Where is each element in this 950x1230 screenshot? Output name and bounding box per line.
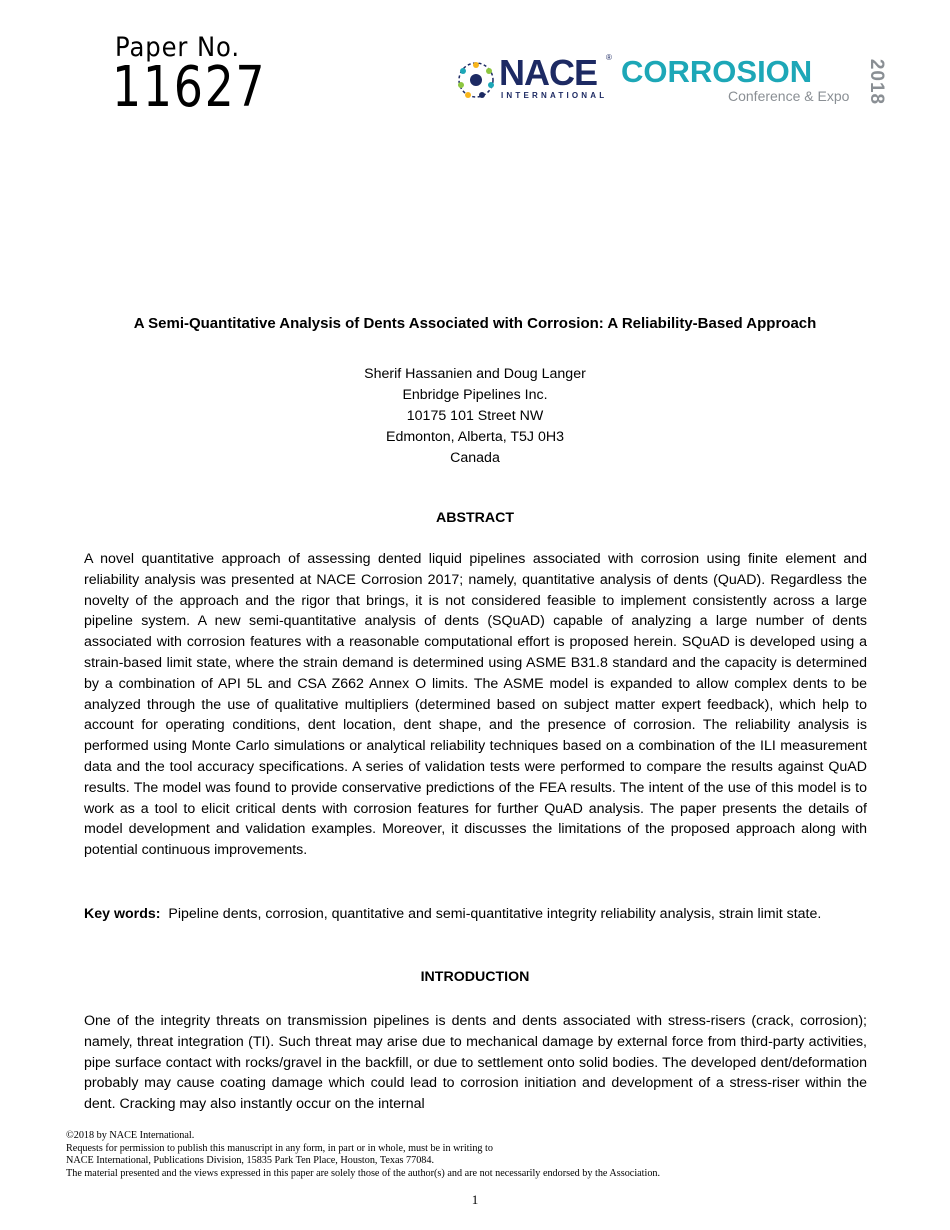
footer-permission: Requests for permission to publish this manuscript in any form, in part or in whole, must be in writing to bbox=[66, 1142, 493, 1154]
nace-wordmark: NACE bbox=[499, 52, 598, 93]
author-street: 10175 101 Street NW bbox=[406, 408, 544, 424]
keywords bbox=[84, 904, 867, 925]
conference-expo-label: Conference & Expo bbox=[728, 88, 850, 104]
registered-mark: ® bbox=[606, 53, 612, 62]
introduction-text: One of the integrity threats on transmission pipelines is dents and dents associated with stress-risers (crack, corrosion); namely, threat integration (TI). Such threat may arise due to mechanical damage by external force from third-party activities, pipe surface contact with rocks/gravel in the backfill, or due to settlement onto solid bodies. The developed dent/deformation probably may cause coating damage which could lead to corrosion initiation and development of a stress-riser within the dent. Cracking may also instantly occur on the internal bbox=[84, 1013, 867, 1113]
paper-number: 11627 bbox=[112, 55, 267, 120]
conference-year-text: 2018 bbox=[866, 58, 887, 106]
page-number: 1 bbox=[471, 1192, 479, 1207]
corrosion-wordmark: CORROSION bbox=[621, 54, 813, 89]
paper-title: A Semi-Quantitative Analysis of Dents Associated with Corrosion: A Reliability-Based Approach bbox=[133, 315, 817, 332]
copyright-footer bbox=[66, 1130, 906, 1180]
conference-logo bbox=[455, 52, 895, 110]
footer-copyright: ©2018 by NACE International. bbox=[66, 1130, 195, 1141]
nace-international-label: INTERNATIONAL bbox=[501, 91, 608, 100]
author-organization: Enbridge Pipelines Inc. bbox=[402, 387, 548, 403]
abstract-heading: ABSTRACT bbox=[435, 510, 515, 526]
footer-disclaimer: The material presented and the views expressed in this paper are solely those of the author(s) and are not necessarily endorsed by the Association. bbox=[66, 1167, 661, 1179]
keywords-label: Key words: bbox=[84, 906, 161, 922]
nace-globe-icon bbox=[455, 59, 497, 101]
footer-address: NACE International, Publications Division, 15835 Park Ten Place, Houston, Texas 77084. bbox=[66, 1155, 435, 1166]
author-city: Edmonton, Alberta, T5J 0H3 bbox=[386, 429, 564, 445]
abstract-text: A novel quantitative approach of assessing dented liquid pipelines associated with corrosion using finite element and reliability analysis was presented at NACE Corrosion 2017; namely, quantitative analysis of dents (QuAD). Regardless the novelty of the approach and the rigor that brings, it is not considered feasible to implement consistently across a large pipeline system. A new semi-quantitative analysis of dents (SQuAD) capable of analyzing a large number of dents associated with corrosion features with a reasonable computational effort is proposed herein. SQuAD is developed using a strain-based limit state, where the strain demand is determined using ASME B31.8 standard and the capacity is determined by a combination of API 5L and CSA Z662 Annex O limits. The ASME model is expanded to allow complex dents to be analyzed through the use of qualitative multipliers (determined based on subject matter expert feedback), which help to account for operating conditions, dent location, dent shape, and the presence of corrosion. The reliability analysis is performed using Monte Carlo simulations or analytical reliability techniques based on a combination of the ILI measurement data and the tool accuracy specifications. A series of validation tests were performed to compare the results against QuAD results. The model was found to provide conservative predictions of the FEA results. The intent of the use of this model is to work as a tool to elicit critical dents with corrosion features for further QuAD analysis. The paper presents the details of model development and validation examples. Moreover, it discusses the limitations of the proposed approach along with potential continuous improvements. bbox=[84, 551, 867, 859]
conference-year bbox=[865, 57, 887, 107]
introduction-heading: INTRODUCTION bbox=[420, 969, 530, 985]
author-block bbox=[0, 364, 950, 469]
author-names: Sherif Hassanien and Doug Langer bbox=[364, 366, 586, 382]
author-country: Canada bbox=[450, 450, 500, 466]
paper-number-label: Paper No. bbox=[115, 32, 240, 63]
keywords-text: Pipeline dents, corrosion, quantitative and semi-quantitative integrity reliability analysis, strain limit state. bbox=[168, 906, 822, 922]
